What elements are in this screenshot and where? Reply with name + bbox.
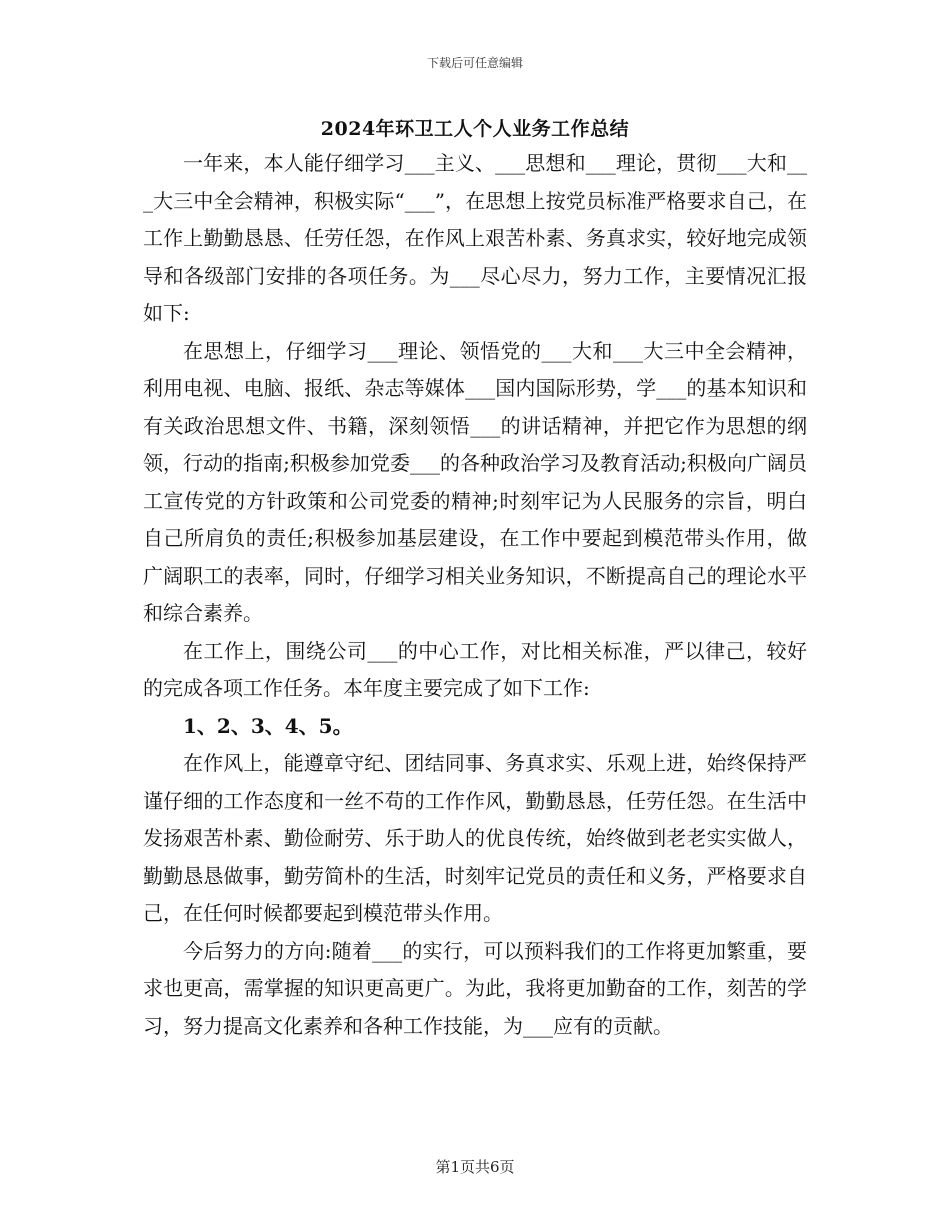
paragraph-ideology: 在思想上，仔细学习___理论、领悟党的___大和___大三中全会精神，利用电视、电脑、报纸、杂志等媒体___国内国际形势，学___的基本知识和有关政治思想文件、书籍，深刻领悟___的讲话精神，并把它作为思想的纲领，行动的指南;积极参加党委___的各种政治学习及教育活动;积极向广阔员工宣传党的方针政策和公司党委的精神;时刻牢记为人民服务的宗旨，明白自己所肩负的责任;积极参加基层建设，在工作中要起到模范带头作用，做广阔职工的表率，同时，仔细学习相关业务知识，不断提高自己的理论水平和综合素养。 bbox=[143, 338, 807, 625]
paragraph-conduct: 在作风上，能遵章守纪、团结同事、务真求实、乐观上进，始终保持严谨仔细的工作态度和一丝不苟的工作作风，勤勤恳恳，任劳任怨。在生活中发扬艰苦朴素、勤俭耐劳、乐于助人的优良传统，始终做到老老实实做人，勤勤恳恳做事，勤劳简朴的生活，时刻牢记党员的责任和义务，严格要求自己，在任何时候都要起到模范带头作用。 bbox=[143, 751, 807, 925]
paragraph-numbered-items: 1、2、3、4、5。 bbox=[183, 713, 353, 738]
paragraph-future-direction: 今后努力的方向:随着___的实行，可以预料我们的工作将更加繁重，要求也更高，需掌握的知识更高更广。为此，我将更加勤奋的工作，刻苦的学习，努力提高文化素养和各种工作技能，为___应有的贡献。 bbox=[143, 938, 807, 1038]
page-indicator: 第1页共6页 bbox=[435, 1158, 515, 1176]
download-edit-note: 下载后可任意编辑 bbox=[426, 56, 523, 70]
document-title: 2024年环卫工人个人业务工作总结 bbox=[320, 118, 630, 140]
paragraph-intro: 一年来，本人能仔细学习___主义、___思想和___理论，贯彻___大和___大三中全会精神，积极实际“___”，在思想上按党员标准严格要求自己，在工作上勤勤恳恳、任劳任怨，在作风上艰苦朴素、务真求实，较好地完成领导和各级部门安排的各项任务。为___尽心尽力，努力工作，主要情况汇报如下: bbox=[143, 151, 807, 325]
document-body bbox=[143, 145, 807, 1045]
paragraph-work: 在工作上，围绕公司___的中心工作，对比相关标准，严以律己，较好的完成各项工作任务。本年度主要完成了如下工作: bbox=[143, 638, 807, 700]
